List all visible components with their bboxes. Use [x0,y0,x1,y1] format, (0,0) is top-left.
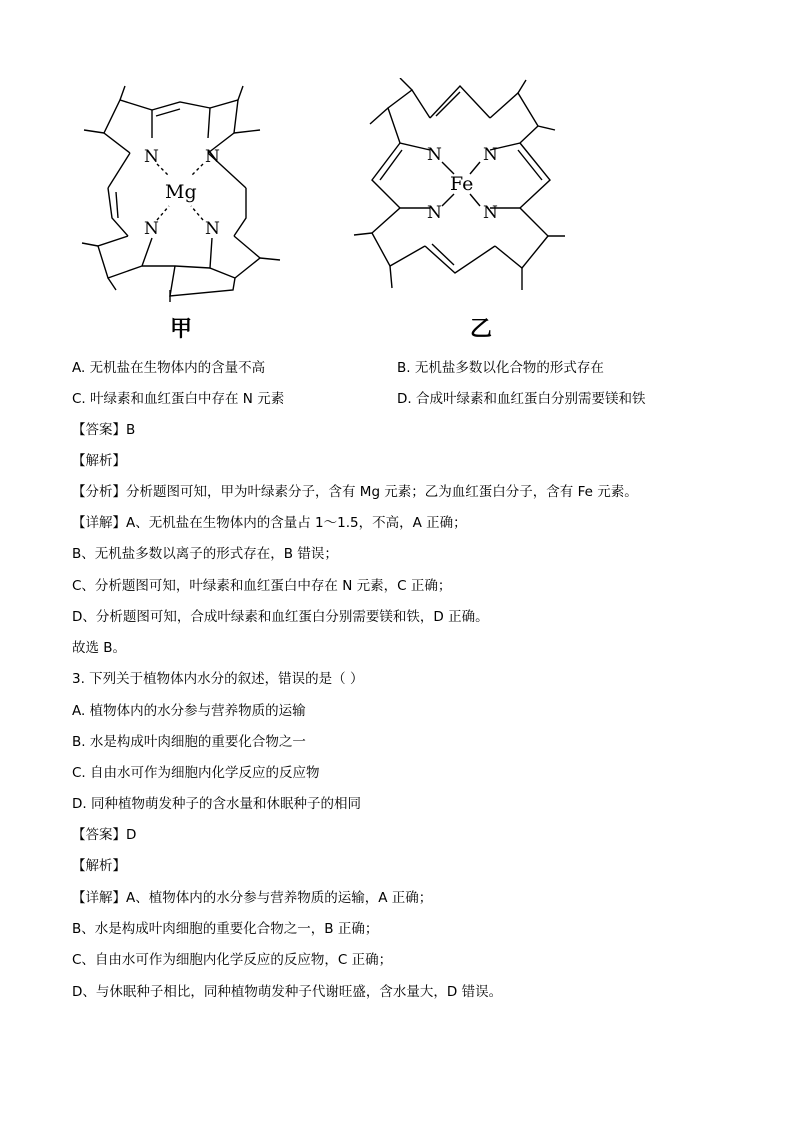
q3-option-c: C. 自由水可作为细胞内化学反应的反应物 [72,765,320,781]
chlorophyll-structure [70,78,290,303]
metal-atom-fe: Fe [450,173,474,195]
q2-option-d: D. 合成叶绿素和血红蛋白分别需要镁和铁 [397,391,646,407]
n-atom-label: N [427,203,442,223]
q3-analysis-line: C、自由水可作为细胞内化学反应的反应物，C 正确； [72,952,393,968]
q2-conclusion: 故选 B。 [72,640,127,656]
q2-option-a: A. 无机盐在生物体内的含量不高 [72,360,266,376]
q2-analysis-line: 【分析】分析题图可知，甲为叶绿素分子，含有 Mg 元素；乙为血红蛋白分子，含有 Fe 元素。 [72,484,638,500]
n-atom-label: N [205,219,220,239]
heme-structure [350,78,575,303]
q3-analysis-heading: 【解析】 [72,858,126,874]
q2-analysis-line: D、分析题图可知，合成叶绿素和血红蛋白分别需要镁和铁，D 正确。 [72,609,489,625]
metal-atom-mg: Mg [165,181,197,203]
n-atom-label: N [483,203,498,223]
q2-answer: 【答案】B [72,422,136,438]
caption-jia: 甲 [170,316,193,342]
q2-analysis-line: B、无机盐多数以离子的形式存在，B 错误； [72,546,338,562]
q3-analysis-line: B、水是构成叶肉细胞的重要化合物之一，B 正确； [72,921,379,937]
q2-analysis-line: 【详解】A、无机盐在生物体内的含量占 1～1.5，不高，A 正确； [72,515,467,531]
caption-yi: 乙 [470,316,493,342]
q3-answer: 【答案】D [72,827,137,843]
q3-option-a: A. 植物体内的水分参与营养物质的运输 [72,703,306,719]
q2-option-b: B. 无机盐多数以化合物的形式存在 [397,360,604,376]
q3-stem: 3. 下列关于植物体内水分的叙述，错误的是（ ） [72,671,364,687]
q2-option-c: C. 叶绿素和血红蛋白中存在 N 元素 [72,391,285,407]
n-atom-label: N [205,147,220,167]
q2-analysis-heading: 【解析】 [72,453,126,469]
n-atom-label: N [144,219,159,239]
q3-option-b: B. 水是构成叶肉细胞的重要化合物之一 [72,734,306,750]
n-atom-label: N [427,145,442,165]
q3-analysis-line: D、与休眠种子相比，同种植物萌发种子代谢旺盛，含水量大，D 错误。 [72,984,503,1000]
n-atom-label: N [483,145,498,165]
q3-option-d: D. 同种植物萌发种子的含水量和休眠种子的相同 [72,796,361,812]
chlorophyll-diagram [70,78,290,303]
q3-analysis-line: 【详解】A、植物体内的水分参与营养物质的运输，A 正确； [72,890,433,906]
q2-analysis-line: C、分析题图可知，叶绿素和血红蛋白中存在 N 元素，C 正确； [72,578,452,594]
heme-diagram [350,78,575,303]
n-atom-label: N [144,147,159,167]
